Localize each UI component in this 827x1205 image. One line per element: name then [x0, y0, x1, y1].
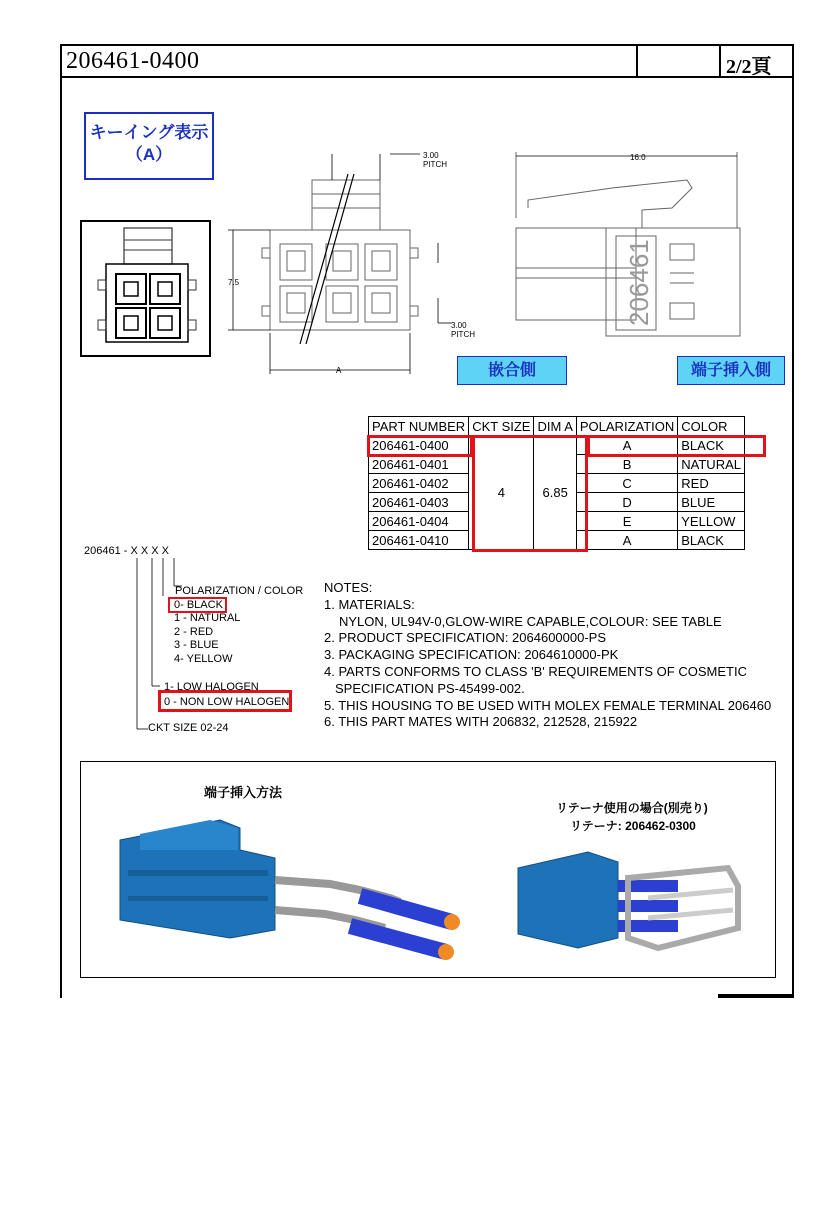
pitch-bottom-label: PITCH [451, 330, 475, 339]
note-line: 3. PACKAGING SPECIFICATION: 2064610000-PK [324, 647, 619, 663]
dim-a-label: A [336, 366, 342, 375]
note-line: SPECIFICATION PS-45499-002. [335, 680, 525, 696]
polarization-cell: A [576, 436, 677, 455]
retainer-note: リテーナ使用の場合(別売り) [556, 801, 708, 815]
color-option: 1 - NATURAL [174, 612, 241, 624]
title-divider [719, 44, 721, 78]
notes-title: NOTES: [324, 580, 373, 595]
terminal-side-label: 端子挿入側 [677, 356, 785, 385]
note-line: 6. THIS PART MATES WITH 206832, 212528, 215922 [324, 714, 638, 730]
pitch-top-value: 3.00 [423, 151, 439, 160]
note-line: NYLON, UL94V-0,GLOW-WIRE CAPABLE,COLOUR: SEE TABLE [339, 613, 722, 629]
header-color: COLOR [678, 417, 745, 436]
color-cell: BLACK [678, 531, 745, 550]
highlight-black [168, 597, 227, 613]
insert-method-title: 端子挿入方法 [204, 785, 283, 800]
header-polarization: POLARIZATION [576, 417, 677, 436]
halogen-option: 0 - NON LOW HALOGEN [164, 696, 290, 708]
title-divider [636, 44, 638, 78]
color-cell: RED [678, 474, 745, 493]
highlight-ckt-dim [472, 435, 588, 552]
polarization-cell: E [576, 512, 677, 531]
polarization-cell: A [576, 531, 677, 550]
keying-line1: キーイング表示 [89, 123, 209, 142]
color-option: 2 - RED [174, 626, 214, 638]
keying-label [84, 112, 214, 180]
header-dim-a: DIM A [534, 417, 576, 436]
insert-method-illustration [100, 810, 470, 970]
color-option: 0- BLACK [174, 599, 223, 611]
polarization-cell: D [576, 493, 677, 512]
retainer-illustration [508, 838, 748, 966]
notes-block [324, 580, 771, 731]
part-number-cell: 206461-0401 [369, 455, 469, 474]
ckt-size-cell: 4 [469, 436, 534, 550]
color-cell: YELLOW [678, 512, 745, 531]
height-dim: 7.5 [228, 278, 240, 287]
keying-front-view [80, 220, 212, 358]
side-part-text: 206461 [624, 239, 654, 326]
color-cell: BLACK [678, 436, 745, 455]
polarization-cell: C [576, 474, 677, 493]
note-line: 1. MATERIALS: [324, 596, 415, 612]
pitch-bottom-value: 3.00 [451, 321, 467, 330]
polarization-title: POLARIZATION / COLOR [175, 585, 304, 597]
doc-number: 206461-0400 [66, 48, 200, 74]
ckt-size-range: CKT SIZE 02-24 [148, 722, 229, 734]
note-line: 4. PARTS CONFORMS TO CLASS 'B' REQUIREMENTS OF COSMETIC [324, 663, 747, 679]
color-cell: NATURAL [678, 455, 745, 474]
frame-edge [60, 994, 62, 998]
part-number-cell: 206461-0400 [369, 436, 469, 455]
keying-line2: （A） [125, 145, 173, 164]
mating-side-label: 嵌合側 [457, 356, 567, 385]
color-cell: BLUE [678, 493, 745, 512]
highlight-part-number [367, 435, 473, 457]
part-number-cell: 206461-0410 [369, 531, 469, 550]
table-header-row [369, 417, 745, 436]
page-number: 2/2頁 [726, 56, 772, 78]
retainer-part: リテーナ: 206462-0300 [570, 819, 696, 833]
part-number-cell: 206461-0403 [369, 493, 469, 512]
front-view-drawing [220, 148, 490, 378]
side-view-drawing [512, 148, 747, 343]
pitch-top-label: PITCH [423, 160, 447, 169]
polarization-cell: B [576, 455, 677, 474]
color-option: 4- YELLOW [174, 653, 233, 665]
header-part-number: PART NUMBER [369, 417, 469, 436]
width-dim: 16.0 [630, 153, 646, 162]
color-option: 3 - BLUE [174, 639, 219, 651]
note-line: 5. THIS HOUSING TO BE USED WITH MOLEX FEMALE TERMINAL 206460 [324, 697, 772, 713]
part-number-cell: 206461-0404 [369, 512, 469, 531]
highlight-halogen [158, 690, 292, 712]
part-code: 206461 - X X X X [84, 545, 169, 557]
part-number-cell: 206461-0402 [369, 474, 469, 493]
highlight-pol-color [587, 435, 766, 457]
note-line: 2. PRODUCT SPECIFICATION: 2064600000-PS [324, 630, 607, 646]
dim-a-cell: 6.85 [534, 436, 576, 550]
halogen-option: 1- LOW HALOGEN [164, 681, 259, 693]
header-ckt-size: CKT SIZE [469, 417, 534, 436]
frame-edge-bar [718, 994, 794, 998]
